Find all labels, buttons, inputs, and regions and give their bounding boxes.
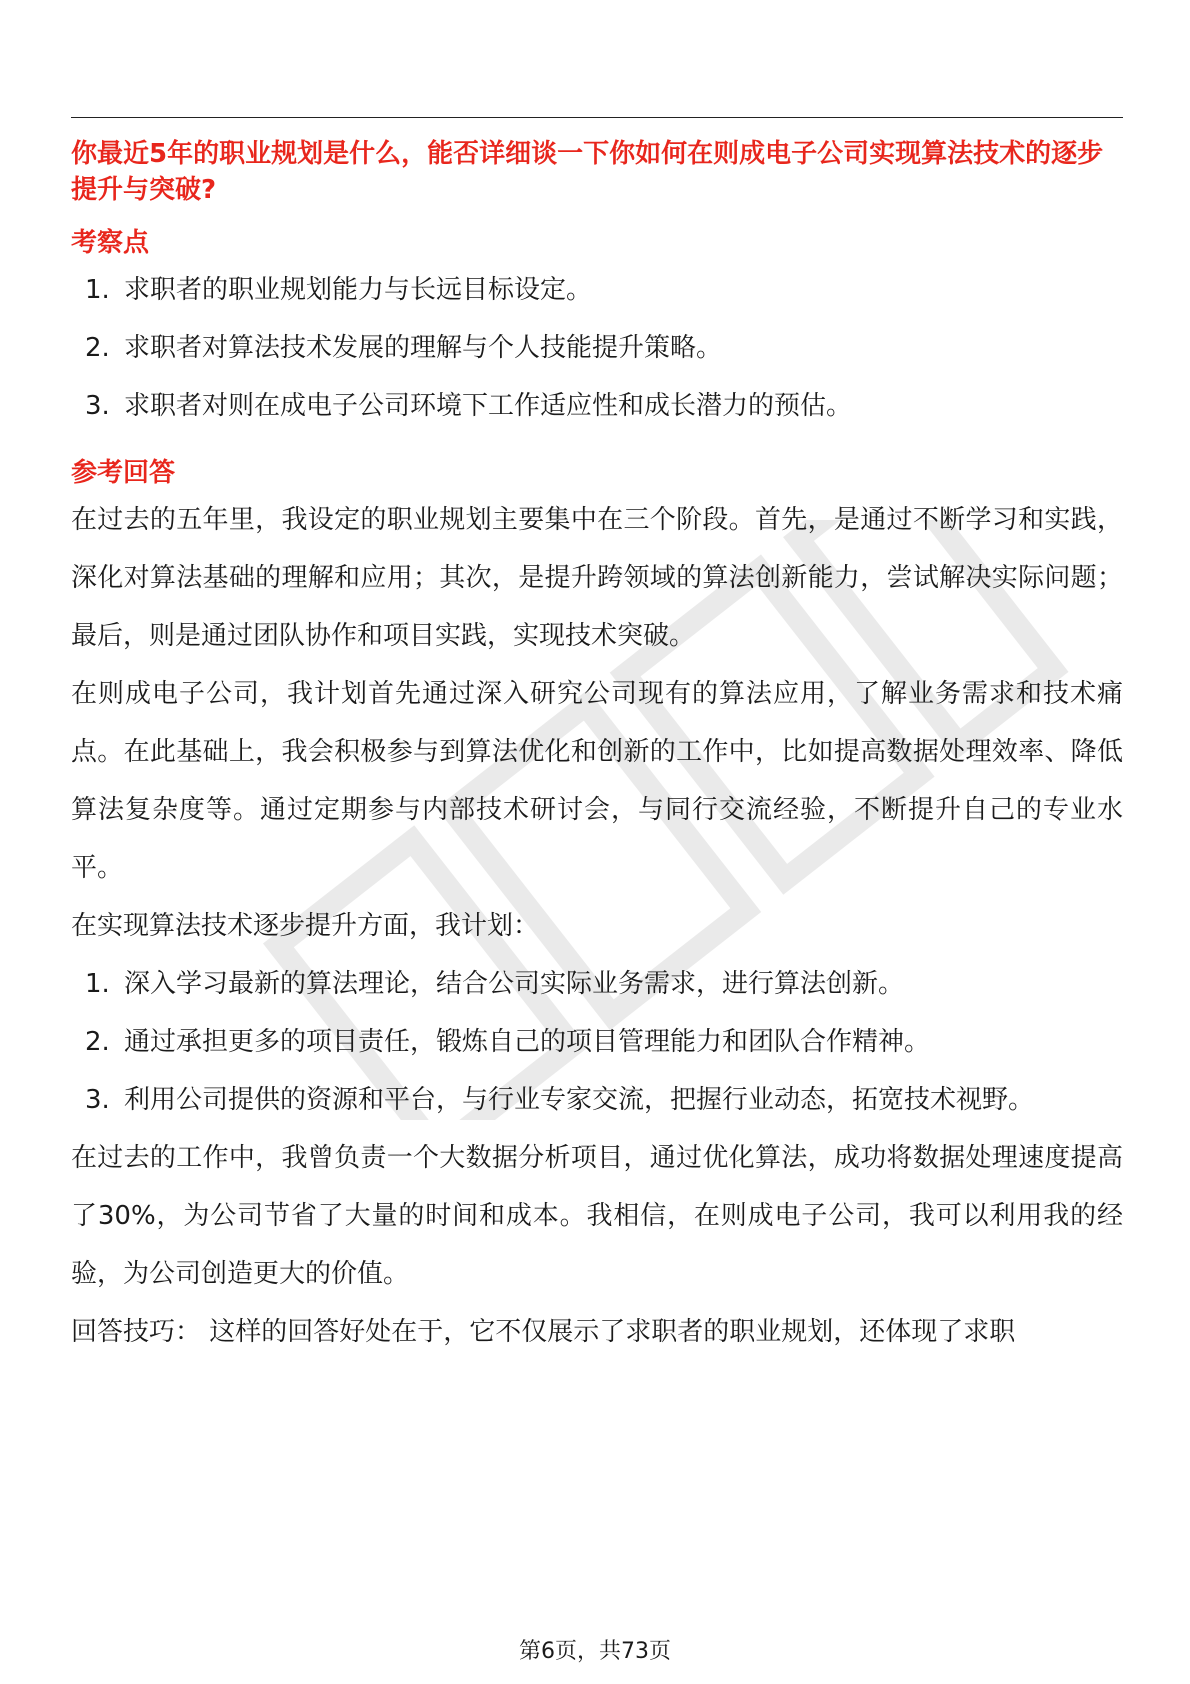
list-text: 求职者的职业规划能力与长远目标设定。 <box>124 275 593 305</box>
document-content <box>71 136 1123 1361</box>
list-number: 2. <box>85 1027 110 1057</box>
plan-list <box>71 955 1123 1129</box>
points-heading: 考察点 <box>71 228 150 258</box>
answer-paragraph: 在则成电子公司，我计划首先通过深入研究公司现有的算法应用，了解业务需求和技术痛点。在此基础上，我会积极参与到算法优化和创新的工作中，比如提高数据处理效率、降低算法复杂度等。通过定期参与内部技术研讨会，与同行交流经验，不断提升自己的专业水平。 <box>71 679 1123 883</box>
list-item <box>71 1071 1123 1129</box>
list-item <box>71 1013 1123 1071</box>
list-text: 利用公司提供的资源和平台，与行业专家交流，把握行业动态，拓宽技术视野。 <box>124 1085 1035 1115</box>
answer-paragraph: 在过去的工作中，我曾负责一个大数据分析项目，通过优化算法，成功将数据处理速度提高了30%，为公司节省了大量的时间和成本。我相信，在则成电子公司，我可以利用我的经验，为公司创造更大的价值。 <box>71 1143 1123 1289</box>
list-item <box>71 377 1123 435</box>
list-text: 深入学习最新的算法理论，结合公司实际业务需求，进行算法创新。 <box>124 969 905 999</box>
list-item <box>71 955 1123 1013</box>
list-text: 求职者对则在成电子公司环境下工作适应性和成长潜力的预估。 <box>124 391 853 421</box>
points-list <box>71 261 1123 435</box>
list-number: 3. <box>85 391 110 421</box>
list-item <box>71 261 1123 319</box>
question-title: 你最近5年的职业规划是什么，能否详细谈一下你如何在则成电子公司实现算法技术的逐步提升与突破? <box>71 139 1104 205</box>
list-text: 求职者对算法技术发展的理解与个人技能提升策略。 <box>124 333 723 363</box>
answer-paragraph: 在实现算法技术逐步提升方面，我计划： <box>71 911 540 941</box>
list-item <box>71 319 1123 377</box>
list-number: 1. <box>85 969 110 999</box>
list-number: 1. <box>85 275 110 305</box>
answer-paragraph: 在过去的五年里，我设定的职业规划主要集中在三个阶段。首先，是通过不断学习和实践，深化对算法基础的理解和应用；其次，是提升跨领域的算法创新能力，尝试解决实际问题；最后，则是通过团队协作和项目实践，实现技术突破。 <box>71 505 1123 651</box>
page-number: 第6页，共73页 <box>519 1639 671 1664</box>
list-text: 通过承担更多的项目责任，锻炼自己的项目管理能力和团队合作精神。 <box>124 1027 931 1057</box>
list-number: 3. <box>85 1085 110 1115</box>
answer-heading: 参考回答 <box>71 458 176 488</box>
top-rule <box>71 117 1123 118</box>
list-number: 2. <box>85 333 110 363</box>
answer-tips-paragraph: 回答技巧： 这样的回答好处在于，它不仅展示了求职者的职业规划，还体现了求职 <box>71 1317 1016 1347</box>
